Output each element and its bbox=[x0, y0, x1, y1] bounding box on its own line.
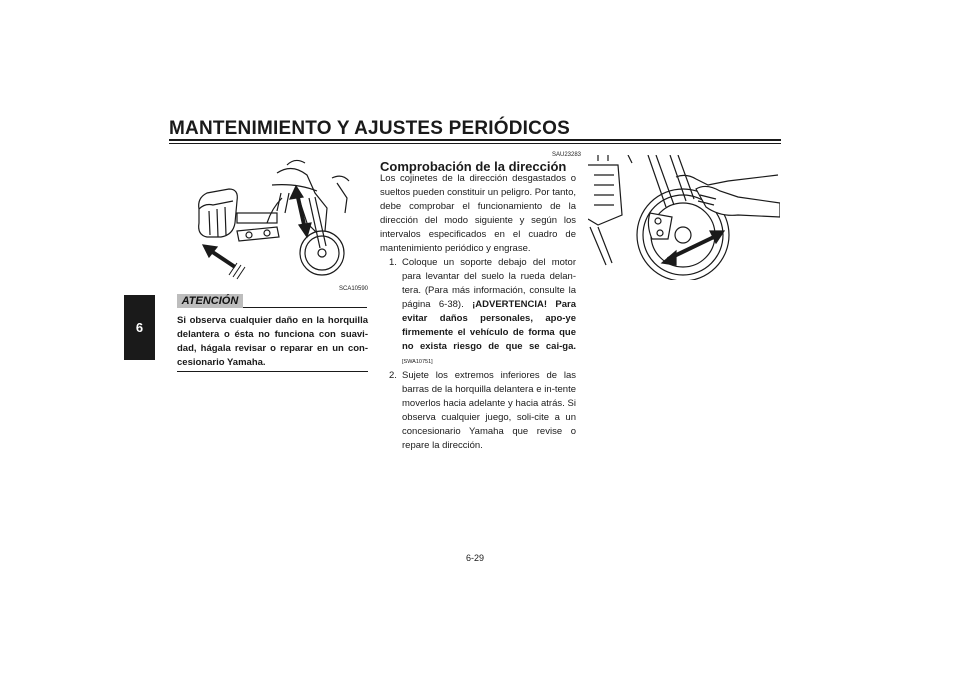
step-text: Coloque un soporte debajo del motor para levantar del suelo la rueda delan-tera. (Para más información, consulte la página 6-38). bbox=[402, 257, 576, 310]
attention-rule bbox=[243, 307, 367, 308]
section-body bbox=[380, 172, 576, 453]
figure-code: SCA10590 bbox=[339, 286, 369, 292]
attention-text: Si observa cualquier daño en la horquilla delantera o ésta no funciona con suavi-dad, hágala revisar o reparar en un con-cesionario Yamaha. bbox=[177, 315, 368, 368]
step-text: Sujete los extremos inferiores de las barras de la horquilla delantera e in-tente moverlos hacia adelante y hacia atrás. Si observa cualquier juego, soli-cite a un concesionario Yamaha que revise o repare la dirección. bbox=[402, 370, 576, 451]
section-title: Comprobación de la dirección bbox=[380, 159, 567, 174]
attention-end-rule bbox=[177, 371, 368, 372]
chapter-tab: 6 bbox=[124, 295, 155, 360]
motorcycle-fork-compression-icon bbox=[177, 153, 367, 281]
warning-text: ¡ADVERTENCIA! Para evitar daños personales, apo-ye firmemente el vehículo de forma que no exista riesgo de que se cai-ga. bbox=[402, 299, 577, 352]
intro-paragraph: Los cojinetes de la dirección desgastados o sueltos pueden constituir un peligro. Por tanto, debe comprobar el funcionamiento de la dirección del modo siguiente y según los intervalos especificados en el cuadro de mantenimiento periódico y engrase. bbox=[380, 173, 576, 254]
front-wheel-steering-check-icon bbox=[588, 155, 780, 280]
list-item: 2. Sujete los extremos inferiores de las barras de la horquilla delantera e in-tente moverlos hacia adelante y hacia atrás. Si observa cualquier juego, soli-cite a un concesionario Yamaha que revise o repare la dirección. bbox=[389, 370, 576, 451]
list-item: 1. Coloque un soporte debajo del motor para levantar del suelo la rueda delan-tera. (Para más información, consulte la página 6-38). ¡ADVERTENCIA! Para evitar daños personales, apo-ye firmemente el vehículo de forma que no exista riesgo de que se cai-ga. [SWA10751] bbox=[389, 257, 577, 365]
attention-badge: ATENCIÓN bbox=[177, 294, 243, 308]
page-title: MANTENIMIENTO Y AJUSTES PERIÓDICOS bbox=[169, 118, 570, 139]
title-rule-thin bbox=[169, 143, 781, 144]
warning-code: [SWA10751] bbox=[402, 359, 433, 365]
page-number: 6-29 bbox=[466, 553, 485, 563]
section-code: SAU23283 bbox=[552, 152, 582, 158]
title-rule bbox=[169, 139, 781, 141]
